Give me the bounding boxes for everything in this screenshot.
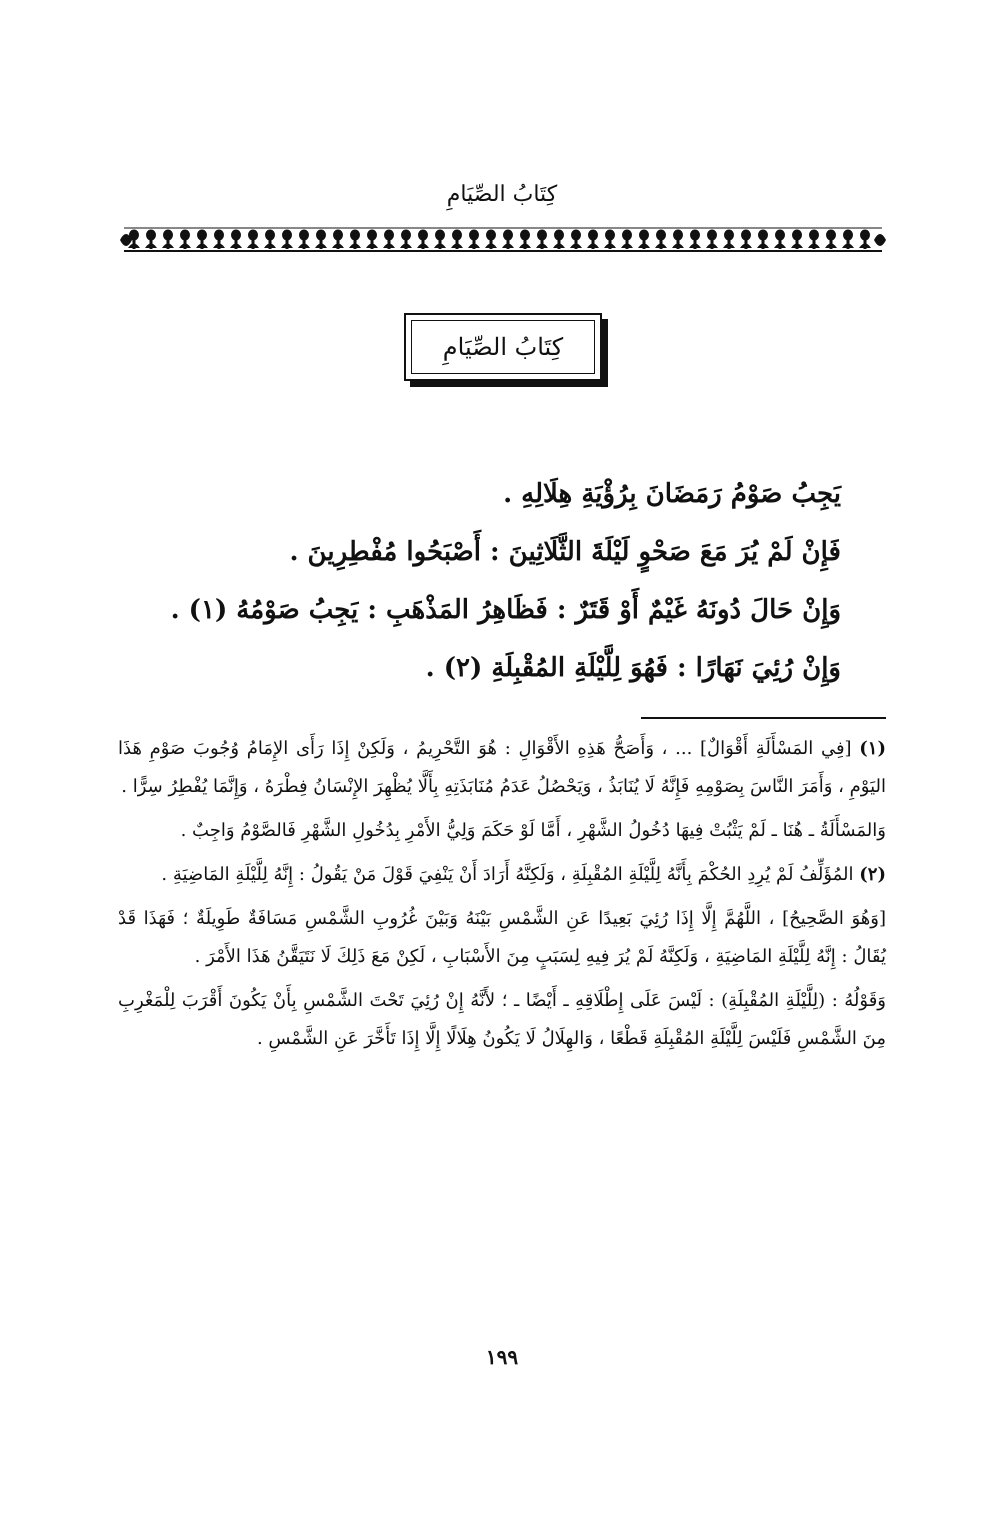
ornament-border — [118, 224, 888, 254]
main-text-line: وَإِنْ رُئِيَ نَهَارًا : فَهُوَ لِلَّيْلَةِ المُقْبِلَةِ (٢) . — [425, 653, 841, 683]
footnote-paragraph — [118, 856, 886, 894]
chapter-title-box — [404, 313, 602, 381]
footnote-number: (٢) — [859, 864, 886, 885]
footnotes — [118, 730, 886, 1064]
footnote-separator — [641, 717, 886, 719]
footnote-paragraph — [118, 900, 886, 976]
page-number: ١٩٩ — [485, 1345, 519, 1369]
chapter-title: كِتَابُ الصِّيَامِ — [411, 320, 595, 374]
footnote-paragraph — [118, 730, 886, 806]
ornament-pattern — [118, 224, 888, 254]
footnote-paragraph — [118, 982, 886, 1058]
footnote-text: [وَهُوَ الصَّحِيحُ] ، اللَّهُمَّ إِلَّا إِذَا رُئِيَ بَعِيدًا عَنِ الشَّمْسِ بَيْنَهُ وَبَيْنَ غُرُوبِ الشَّمْسِ مَسَافَةٌ طَوِيلَةٌ ؛ فَهَذَا قَدْ يُقَالُ : إِنَّهُ لِلَّيْلَةِ المَاضِيَةِ ، وَلَكِنَّهُ لَمْ يُرَ فِيهِ لِسَبَبٍ مِنَ الأَسْبَابِ ، لَكِنْ مَعَ ذَلِكَ لَا نَتَيَقَّنُ هَذَا الأَمْرَ . — [118, 908, 886, 967]
footnote-text: [فِي المَسْأَلَةِ أَقْوَالٌ] ... ، وَأَصَحُّ هَذِهِ الأَقْوَالِ : هُوَ التَّحْرِيمُ ، وَلَكِنْ إِذَا رَأَى الإِمَامُ وُجُوبَ صَوْمِ هَذَا اليَوْمِ ، وَأَمَرَ النَّاسَ بِصَوْمِهِ فَإِنَّهُ لَا يُنَابَذُ ، وَيَحْصُلُ عَدَمُ مُنَابَذَتِهِ بِأَلَّا يُظْهِرَ الإِنْسَانُ فِطْرَهُ ، وَإِنَّمَا يُفْطِرُ سِرًّا . — [118, 738, 886, 797]
main-text — [141, 465, 841, 697]
footnote-text: وَالمَسْأَلَةُ ـ هُنَا ـ لَمْ يَثْبُتْ فِيهَا دُخُولُ الشَّهْرِ ، أَمَّا لَوْ حَكَمَ وَلِيُّ الأَمْرِ بِدُخُولِ الشَّهْرِ فَالصَّوْمُ وَاجِبٌ . — [180, 820, 886, 841]
footnote-number: (١) — [859, 738, 886, 759]
running-header: كِتَابُ الصِّيَامِ — [446, 182, 558, 207]
main-text-line: يَجِبُ صَوْمُ رَمَضَانَ بِرُؤْيَةِ هِلَالِهِ . — [503, 479, 841, 509]
main-text-line: وَإِنْ حَالَ دُونَهُ غَيْمٌ أَوْ قَتَرٌ : فَظَاهِرُ المَذْهَبِ : يَجِبُ صَوْمُهُ (١) . — [170, 595, 841, 625]
footnote-text: المُؤَلِّفُ لَمْ يُرِدِ الحُكْمَ بِأَنَّهُ لِلَّيْلَةِ المُقْبِلَةِ ، وَلَكِنَّهُ أَرَادَ أَنْ يَنْفِيَ قَوْلَ مَنْ يَقُولُ : إِنَّهُ لِلَّيْلَةِ المَاضِيَةِ . — [161, 864, 854, 885]
footnote-text: وَقَوْلُهُ : (لِلَّيْلَةِ المُقْبِلَةِ) : لَيْسَ عَلَى إِطْلَاقِهِ ـ أَيْضًا ـ ؛ لأَنَّهُ إِنْ رُئِيَ تَحْتَ الشَّمْسِ بِأَنْ يَكُونَ أَقْرَبَ لِلْمَغْرِبِ مِنَ الشَّمْسِ فَلَيْسَ لِلَّيْلَةِ المُقْبِلَةِ قَطْعًا ، وَالهِلَالُ لَا يَكُونُ هِلَالًا إِلَّا إِذَا تَأَخَّرَ عَنِ الشَّمْسِ . — [118, 990, 886, 1049]
main-text-line: فَإِنْ لَمْ يُرَ مَعَ صَحْوٍ لَيْلَةَ الثَّلَاثِينَ : أَصْبَحُوا مُفْطِرِينَ . — [289, 537, 841, 567]
footnote-paragraph — [118, 812, 886, 850]
